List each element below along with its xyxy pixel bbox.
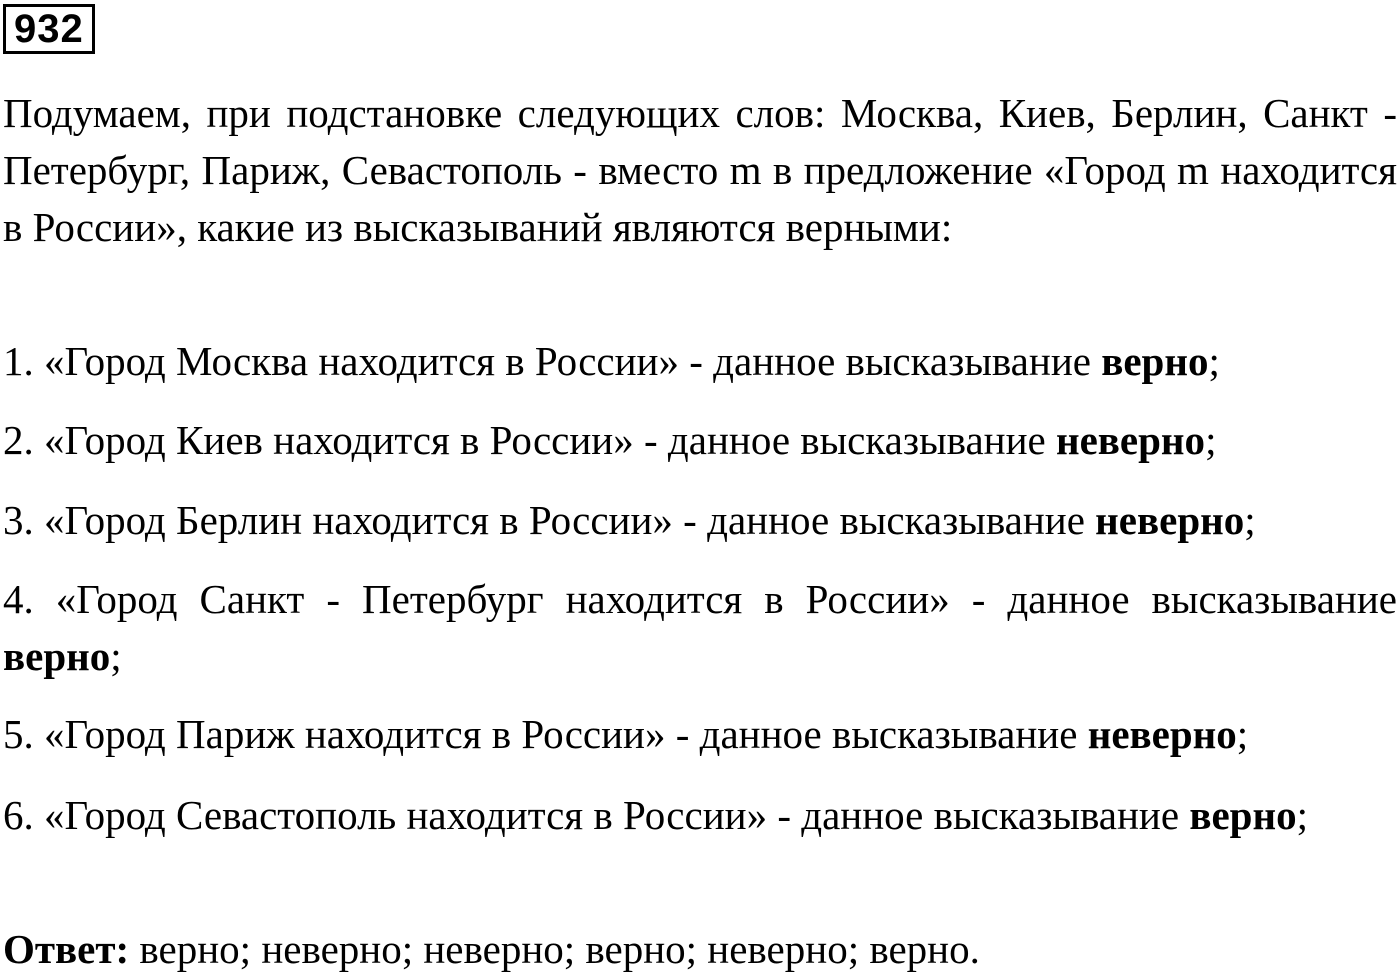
list-item-end: ; <box>110 633 122 679</box>
list-item-verdict: неверно <box>1087 711 1237 757</box>
list-item-end: ; <box>1236 711 1249 757</box>
list-item <box>3 706 1397 763</box>
list-item-end: ; <box>1208 338 1220 384</box>
list-item <box>3 571 1397 685</box>
answer-label: Ответ: <box>3 926 130 972</box>
task-number-box: 932 <box>3 4 95 54</box>
list-item <box>3 412 1397 469</box>
list-item-verdict: верно <box>3 633 111 679</box>
list-item-text: 4. «Город Санкт - Петербург находится в России» - данное высказывание <box>3 576 1397 622</box>
list-item-end: ; <box>1296 792 1308 838</box>
list-item-verdict: верно <box>1189 792 1297 838</box>
list-item-text: 1. «Город Москва находится в России» - данное высказывание <box>3 338 1102 384</box>
list-item-end: ; <box>1205 417 1217 463</box>
answer-text: верно; неверно; неверно; верно; неверно; верно. <box>129 926 980 972</box>
list-item <box>3 333 1397 390</box>
list-item-verdict: верно <box>1101 338 1209 384</box>
list-item-text: 5. «Город Париж находится в России» - данное высказывание <box>3 711 1088 757</box>
list-item <box>3 492 1397 549</box>
list-item-text: 2. «Город Киев находится в России» - данное высказывание <box>3 417 1056 463</box>
list-item-text: 3. «Город Берлин находится в России» - данное высказывание <box>3 497 1096 543</box>
list-item <box>3 787 1397 844</box>
list-item-verdict: неверно <box>1095 497 1245 543</box>
list-item-verdict: неверно <box>1055 417 1206 463</box>
list-item-text: 6. «Город Севастополь находится в России» - данное высказывание <box>3 792 1190 838</box>
list-item-end: ; <box>1244 497 1256 543</box>
intro-paragraph: Подумаем, при подстановке следующих слов: Москва, Киев, Берлин, Санкт - Петербург, Париж, Севастополь - вместо m в предложение «Город m находится в России», какие из высказываний являются верными: <box>3 90 1397 250</box>
answer-line <box>3 921 1397 978</box>
